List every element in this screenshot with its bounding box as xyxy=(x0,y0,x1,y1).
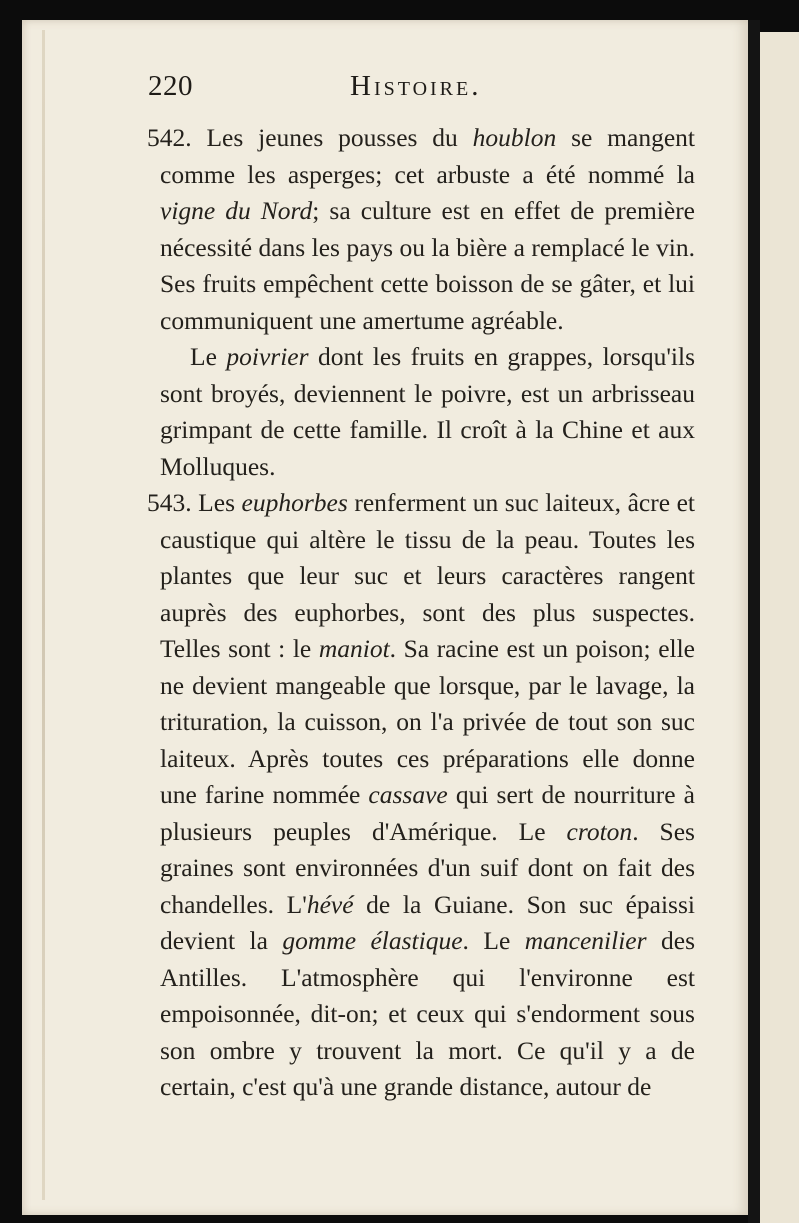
text-run: 543. xyxy=(147,488,199,517)
text-run: Les xyxy=(198,488,242,517)
text-run: Les jeunes pousses du xyxy=(206,123,473,152)
italic-term: maniot xyxy=(318,634,390,663)
text-run: de la Guiane. Son suc épaissi devient la xyxy=(160,889,695,955)
italic-term: cassave xyxy=(368,780,448,809)
text-run: ; sa culture est en effet de première nécessité dans les pays ou la bière a remplacé le vin. Ses fruits empêchent cette boisson de se gâter, et lui communiquent une amertume agréable. xyxy=(160,196,696,335)
paragraph-poivrier xyxy=(160,339,695,485)
running-title: Histoire. xyxy=(350,70,482,102)
book-gutter xyxy=(748,20,760,1223)
italic-term: euphorbes xyxy=(241,488,348,517)
text-run: renferment un suc laiteux, âcre et caustique qui altère le tissu de la peau. Toutes les plantes que leur suc et leurs caractères rangent auprès des euphorbes, sont des plus suspectes. Telles sont : le xyxy=(160,488,695,663)
italic-term: poivrier xyxy=(226,342,309,371)
text-run: dont les fruits en grappes, lorsqu'ils sont broyés, deviennent le poivre, est un arbrisseau grimpant de cette famille. Il croît à la Chine et aux Molluques. xyxy=(160,342,696,481)
text-run: . Sa racine est un poison; elle ne devient mangeable que lorsque, par le lavage, la trituration, la cuisson, on l'a privée de tout son suc laiteux. Après toutes ces préparations elle donne une farine nommée xyxy=(160,634,695,809)
paragraph-543 xyxy=(147,485,695,1106)
paragraph-542 xyxy=(147,120,696,339)
italic-term: mancenilier xyxy=(524,926,647,955)
text-run: . Le xyxy=(462,926,525,955)
facing-page-edge xyxy=(760,32,799,1223)
italic-term: vigne du Nord xyxy=(160,196,313,225)
italic-term: croton xyxy=(566,816,633,846)
body-text xyxy=(147,120,696,1106)
text-run: . Ses graines sont environnées d'un suif dont on fait des chandelles. L' xyxy=(160,816,695,919)
text-run: des Antilles. L'atmosphère qui l'environne est empoisonnée, dit-on; et ceux qui s'endorment sous son ombre y trouvent la mort. Ce qu'il y a de certain, c'est qu'à une grande distance, autour de xyxy=(160,926,695,1101)
text-run: se mangent comme les asperges; cet arbuste a été nommé la xyxy=(160,123,695,189)
italic-term: gomme élastique xyxy=(282,926,463,955)
page-edge-shadow xyxy=(42,30,45,1200)
italic-term: hévé xyxy=(306,889,354,919)
page-number: 220 xyxy=(148,70,193,102)
italic-term: houblon xyxy=(472,123,557,152)
text-run: 542. xyxy=(147,123,207,152)
text-run: qui sert de nourriture à plusieurs peuples d'Amérique. Le xyxy=(160,780,695,846)
text-run: Le xyxy=(190,342,227,371)
